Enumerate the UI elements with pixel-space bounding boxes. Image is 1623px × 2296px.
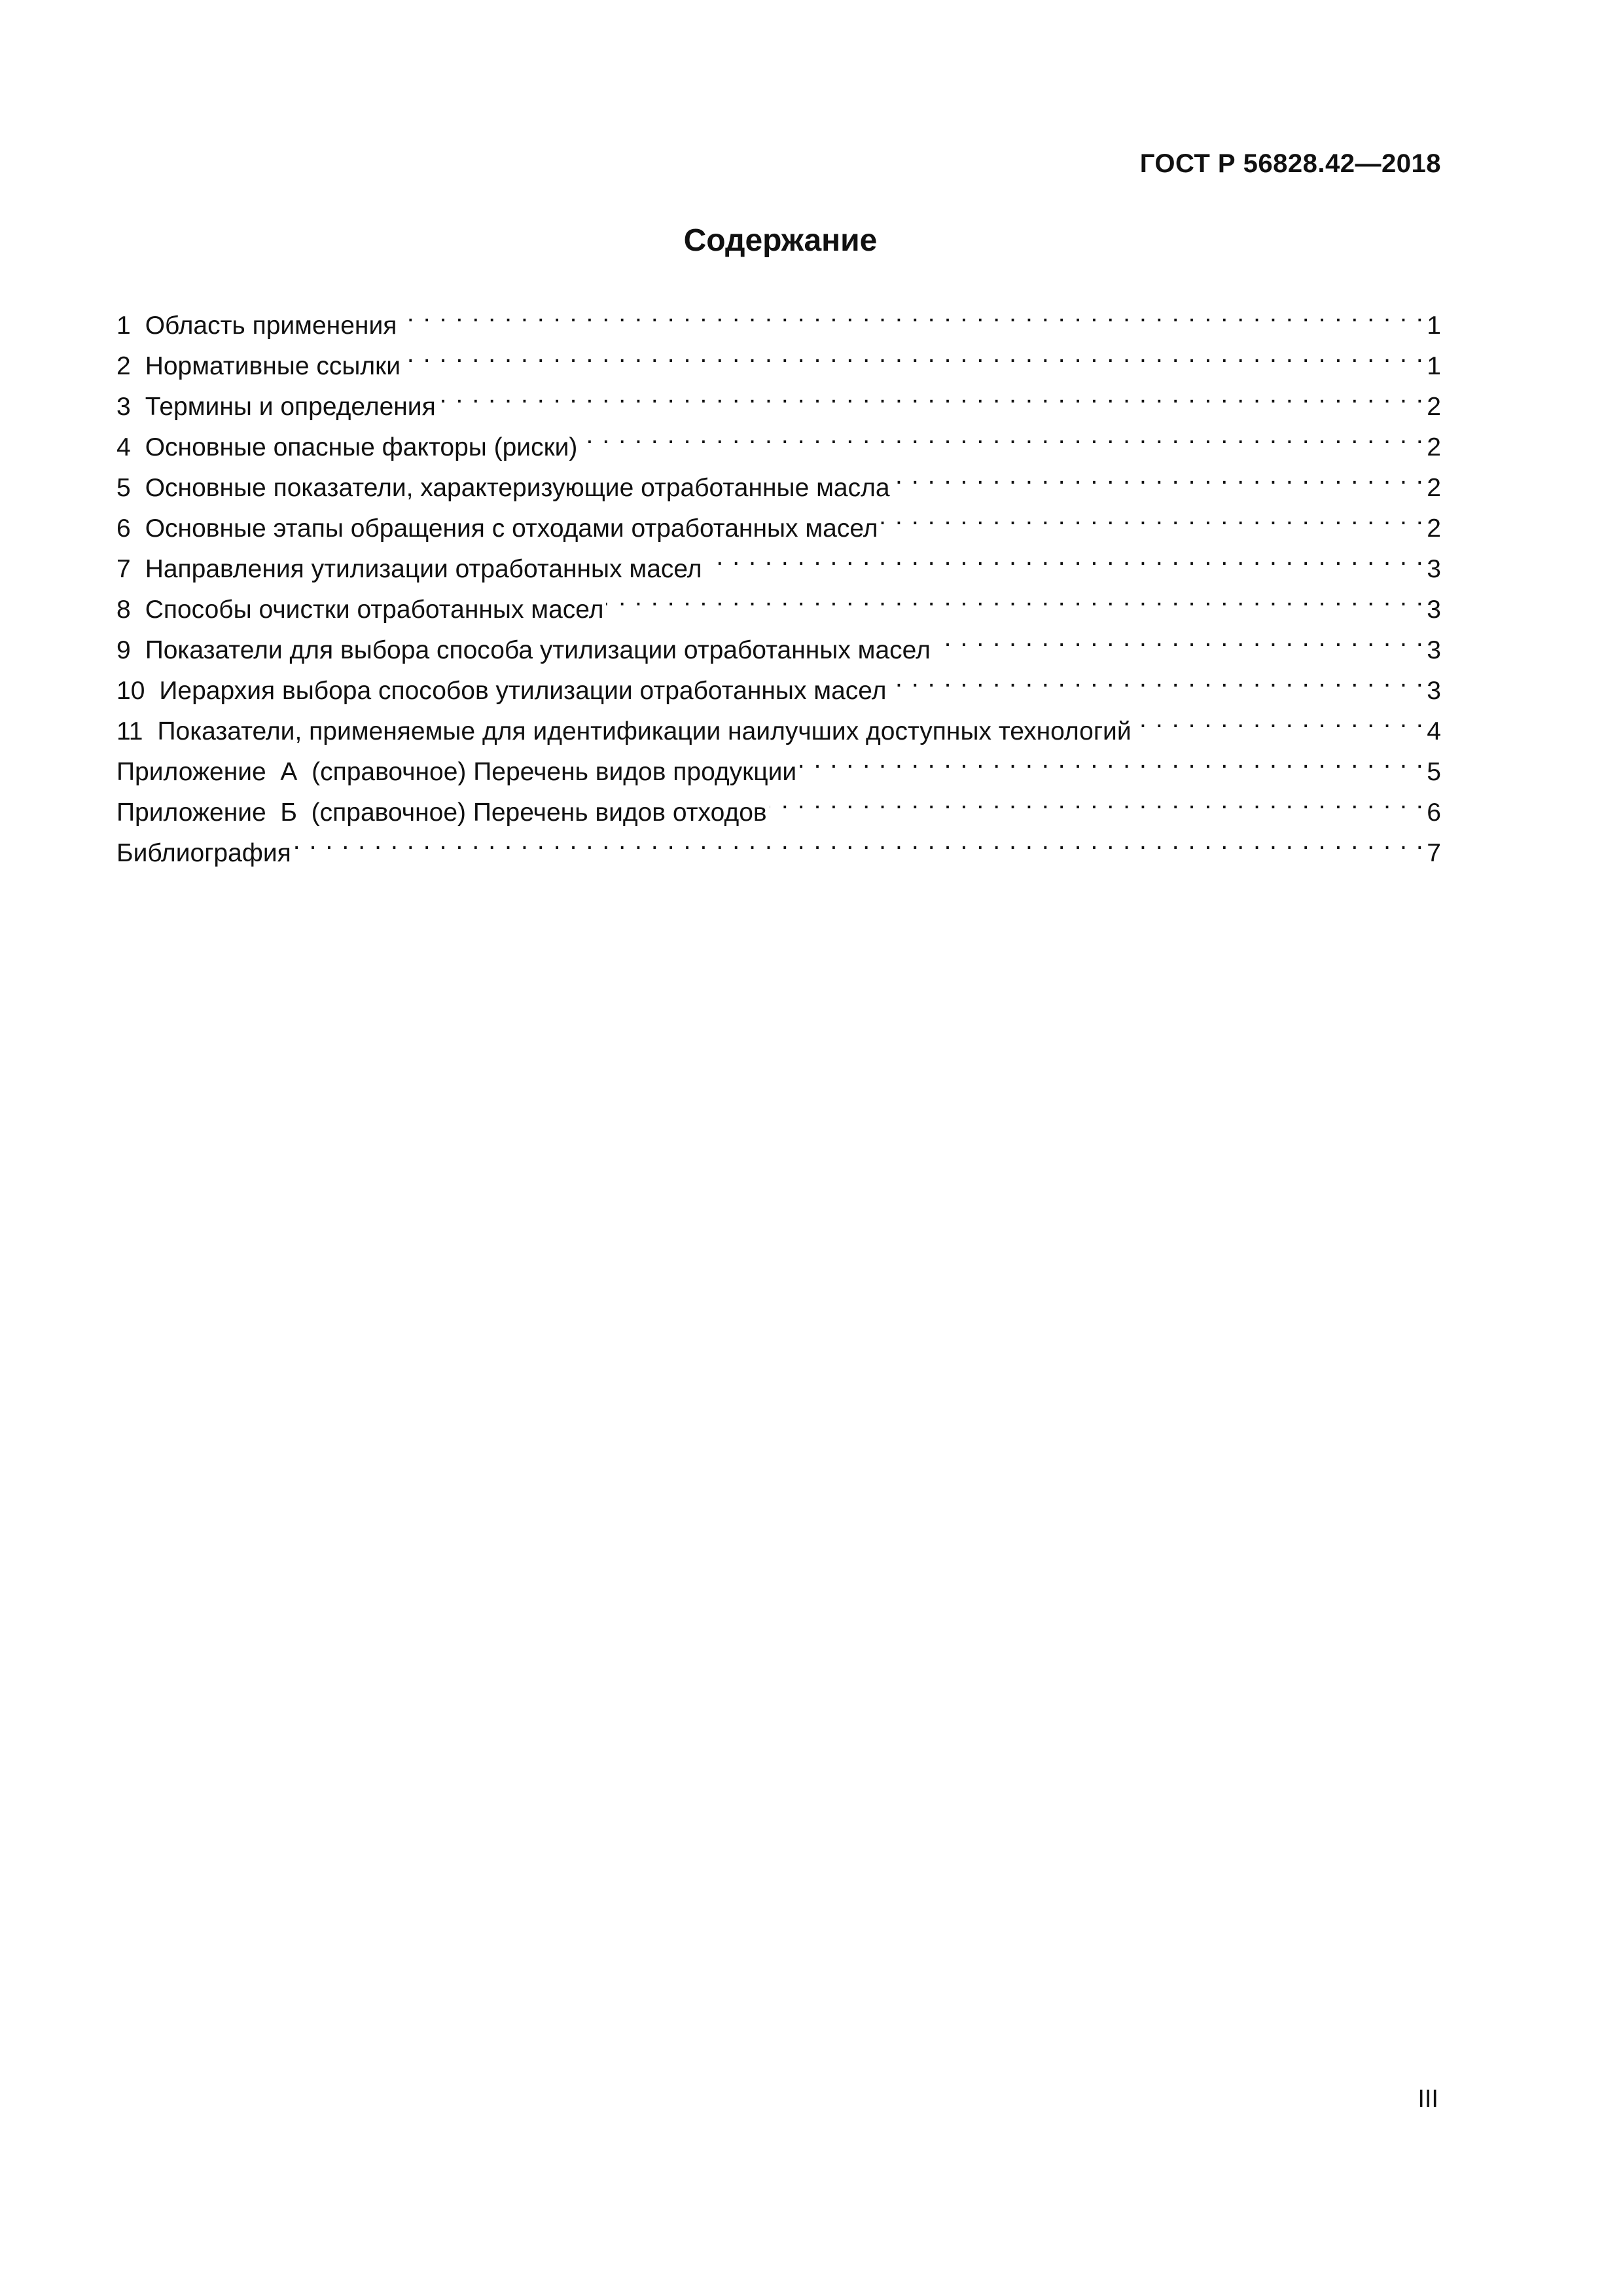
toc-entry-label: Показатели, применяемые для идентификации наилучших доступных технологий [157,717,1132,745]
toc-dot-leader [770,780,1425,821]
toc-dot-leader [881,496,1425,537]
toc-dot-leader [705,537,1425,577]
toc-entry-label: Термины и определения [145,393,436,421]
toc-dot-leader [933,618,1424,658]
toc-entry-label: Показатели для выбора способа утилизации отработанных масел [145,636,931,664]
toc-dot-leader [294,821,1425,861]
toc-entry-page: 3 [1427,596,1441,624]
toc-entry-label: Способы очистки отработанных масел [145,596,604,624]
toc-entry-number: 2 [116,352,131,380]
toc-entry-number: 3 [116,393,131,421]
toc-entry-label: Иерархия выбора способов утилизации отработанных масел [159,677,887,705]
toc-entry-label: Основные показатели, характеризующие отработанные масла [145,474,890,502]
toc-entry-page: 3 [1427,677,1441,705]
toc-entry-number: 9 [116,636,131,664]
toc-entry-number: 6 [116,514,131,543]
toc-title: Содержание [683,223,878,258]
table-of-contents [116,293,1441,867]
toc-dot-leader [1134,699,1425,740]
toc-entry-label: Область применения [145,312,397,340]
toc-entry-label: Библиография [116,839,291,867]
document-code: ГОСТ Р 56828.42—2018 [1139,149,1441,178]
toc-entry-page: 3 [1427,636,1441,664]
toc-dot-leader [403,334,1424,374]
toc-entry-label: Нормативные ссылки [145,352,401,380]
toc-entry-bibliography[interactable] [116,821,1441,867]
toc-entry-page: 7 [1427,839,1441,867]
toc-entry-label: Приложение Б (справочное) Перечень видов отходов [116,798,767,827]
toc-entry-label: Основные опасные факторы (риски) [145,433,578,461]
toc-entry-page: 3 [1427,555,1441,583]
toc-entry-number: 7 [116,555,131,583]
toc-entry-label: Направления утилизации отработанных масел [145,555,702,583]
toc-entry-page: 1 [1427,312,1441,340]
toc-entry-number: 8 [116,596,131,624]
toc-dot-leader [799,740,1424,780]
toc-entry-page: 5 [1427,758,1441,786]
toc-entry-number: 11 [116,717,143,745]
toc-entry-page: 4 [1427,717,1441,745]
toc-entry-page: 2 [1427,393,1441,421]
toc-entry-page: 6 [1427,798,1441,827]
page-number: III [1418,2085,1438,2113]
toc-entry[interactable] [116,293,1441,340]
toc-entry-page: 1 [1427,352,1441,380]
toc-entry-label: Приложение А (справочное) Перечень видов продукции [116,758,797,786]
toc-dot-leader [580,415,1424,456]
toc-dot-leader [889,658,1424,699]
toc-dot-leader [438,374,1425,415]
toc-entry-number: 5 [116,474,131,502]
toc-entry-label: Основные этапы обращения с отходами отработанных масел [145,514,878,543]
toc-dot-leader [399,293,1424,334]
toc-entry-number: 10 [116,677,145,705]
toc-entry-page: 2 [1427,433,1441,461]
toc-entry-page: 2 [1427,474,1441,502]
toc-entry-page: 2 [1427,514,1441,543]
toc-entry-number: 4 [116,433,131,461]
toc-entry-number: 1 [116,312,131,340]
toc-dot-leader [893,456,1425,496]
toc-dot-leader [606,577,1424,618]
